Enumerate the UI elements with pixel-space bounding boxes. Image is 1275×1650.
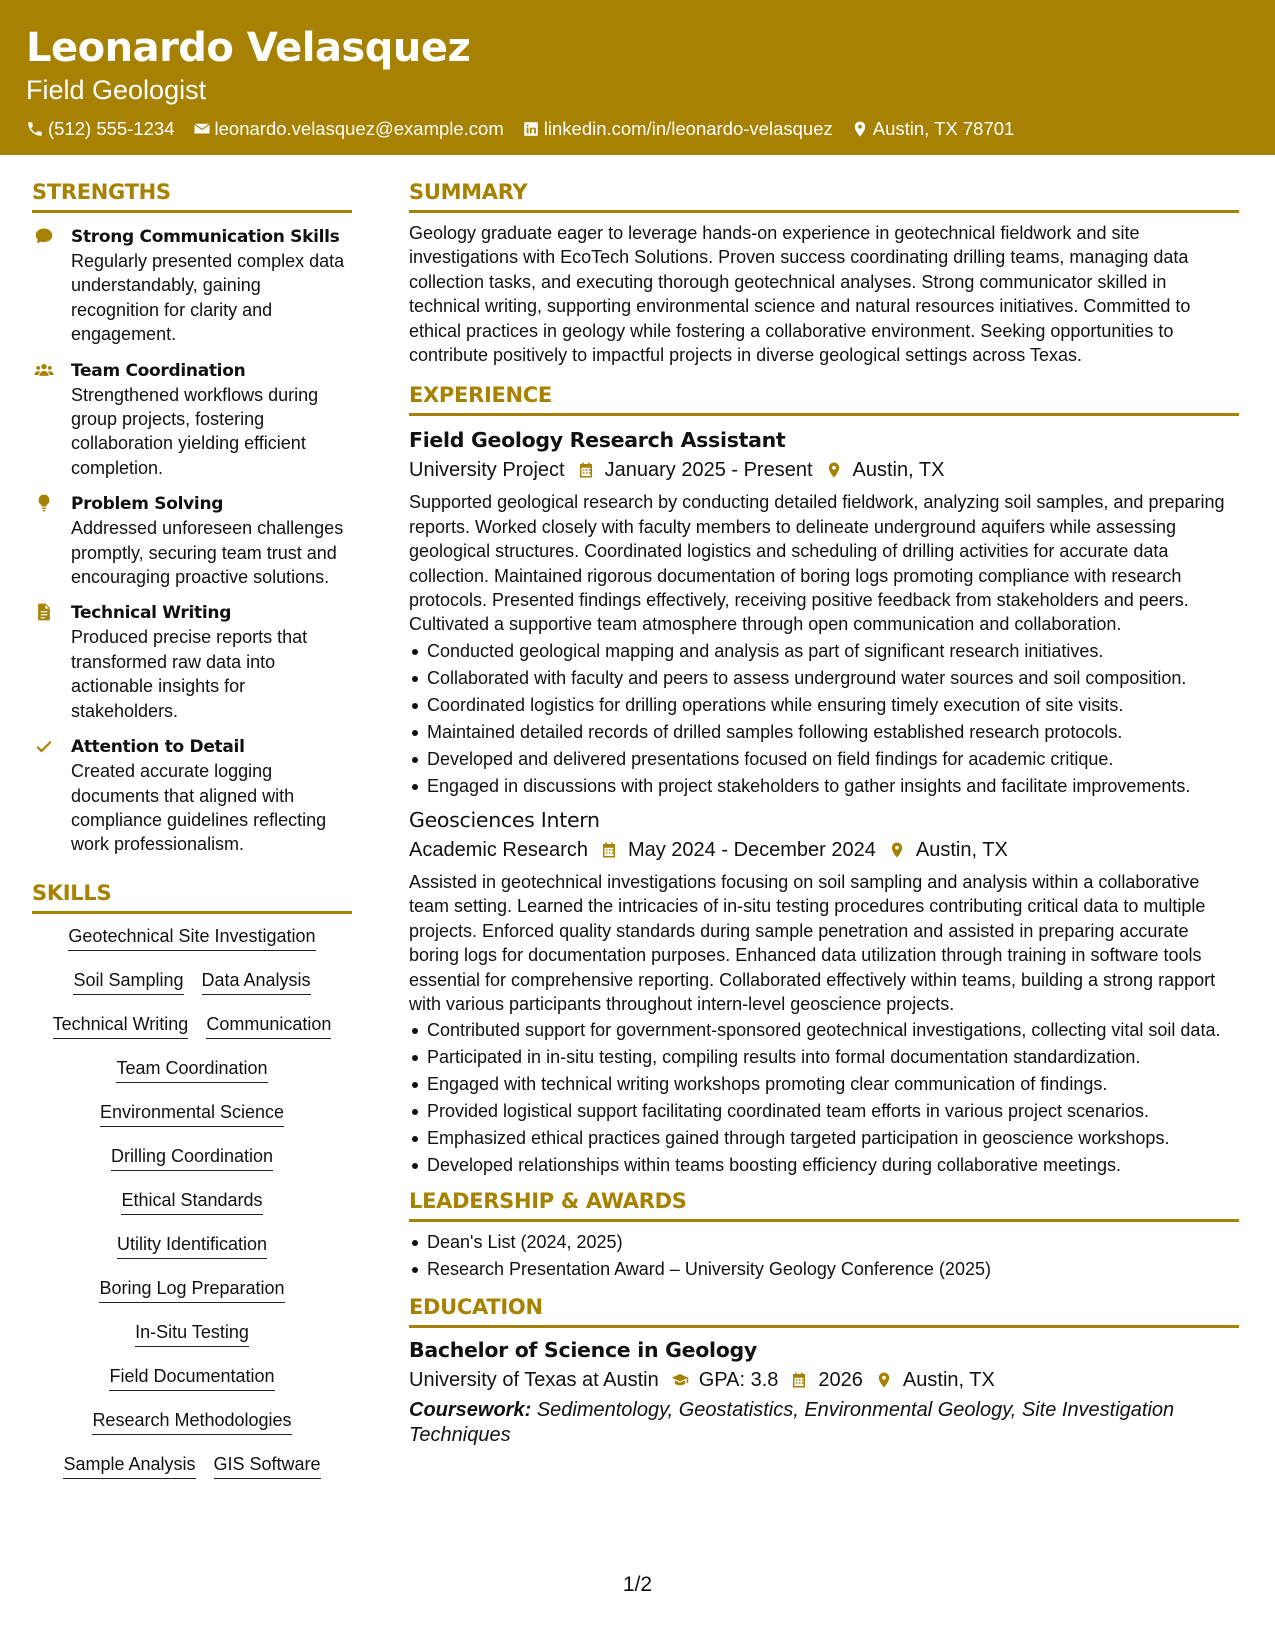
- strength-desc: Regularly presented complex data understandably, gaining recognition for clarity and engagement.: [71, 251, 345, 345]
- education-year: [790, 1366, 863, 1394]
- bullet-item: Collaborated with faculty and peers to assess underground water sources and soil composition.: [409, 666, 1239, 690]
- skill-tag: Sample Analysis: [63, 1452, 195, 1479]
- gpa-text: GPA: 3.8: [698, 1369, 779, 1392]
- bullet-item: Engaged with technical writing workshops promoting clear communication of findings.: [409, 1072, 1239, 1096]
- map-pin-icon: [851, 120, 869, 138]
- job-location-text: Austin, TX: [915, 838, 1008, 861]
- contact-email[interactable]: [193, 117, 504, 141]
- job-title: Geosciences Intern: [409, 807, 600, 832]
- strength-desc: Created accurate logging documents that aligned with compliance guidelines reflecting work professionalism.: [71, 761, 327, 855]
- job-meta: [409, 456, 1239, 484]
- skill-tag: Ethical Standards: [121, 1188, 262, 1215]
- document-icon: [34, 602, 54, 622]
- graduation-cap-icon: [671, 1371, 689, 1389]
- skill-tag: Field Documentation: [109, 1364, 274, 1391]
- skill-tag: Soil Sampling: [73, 968, 183, 995]
- strength-title: Problem Solving: [71, 494, 224, 515]
- leadership-list: [409, 1230, 1239, 1281]
- award-item: Dean's List (2024, 2025): [409, 1230, 1239, 1254]
- strength-desc: Strengthened workflows during group projects, fostering collaboration yielding efficient completion.: [71, 384, 319, 478]
- degree-title: Bachelor of Science in Geology: [409, 1338, 757, 1363]
- contact-linkedin-text: linkedin.com/in/leonardo-velasquez: [543, 118, 833, 139]
- contact-location-text: Austin, TX 78701: [872, 118, 1015, 139]
- speech-bubble-icon: [34, 226, 54, 246]
- summary-title: SUMMARY: [409, 178, 1239, 213]
- bullet-item: Maintained detailed records of drilled samples following established research protocols.: [409, 720, 1239, 744]
- strength-title: Team Coordination: [71, 360, 246, 381]
- contact-phone-text: (512) 555-1234: [48, 118, 175, 139]
- skill-tag: Technical Writing: [53, 1012, 189, 1039]
- contact-location: [851, 117, 1015, 141]
- skill-tag: In-Situ Testing: [135, 1320, 249, 1347]
- calendar-icon: [790, 1371, 808, 1389]
- leadership-title: LEADERSHIP & AWARDS: [409, 1187, 1239, 1222]
- right-column: [409, 178, 1239, 1448]
- bullet-item: Provided logistical support facilitating coordinated team efforts in various project scenarios.: [409, 1099, 1239, 1123]
- skill-tag: Communication: [206, 1012, 331, 1039]
- bullet-item: Emphasized ethical practices gained through targeted participation in geoscience workshops.: [409, 1126, 1239, 1150]
- skills-title: SKILLS: [32, 879, 352, 914]
- strength-item: [32, 601, 352, 723]
- skill-tag: Team Coordination: [116, 1056, 267, 1083]
- job-org: Academic Research: [409, 838, 588, 861]
- strength-title: Attention to Detail: [71, 737, 245, 758]
- job-entry: [409, 806, 1239, 1177]
- education-gpa: [671, 1366, 779, 1394]
- contact-phone[interactable]: [26, 117, 175, 141]
- school-name: University of Texas at Austin: [409, 1369, 659, 1392]
- award-item: Research Presentation Award – University Geology Conference (2025): [409, 1257, 1239, 1281]
- calendar-icon: [577, 461, 595, 479]
- education-location-text: Austin, TX: [902, 1369, 995, 1392]
- job-entry: [409, 426, 1239, 797]
- left-column: [32, 178, 352, 1496]
- calendar-icon: [600, 841, 618, 859]
- job-location-text: Austin, TX: [852, 459, 945, 482]
- bullet-item: Developed relationships within teams boosting efficiency during collaborative meetings.: [409, 1153, 1239, 1177]
- phone-icon: [26, 120, 44, 138]
- lightbulb-icon: [34, 493, 54, 513]
- job-bullets: [409, 639, 1239, 798]
- map-pin-icon: [875, 1371, 893, 1389]
- envelope-icon: [193, 120, 211, 138]
- skill-tag: Data Analysis: [202, 968, 311, 995]
- page-number: 1/2: [622, 1573, 653, 1596]
- coursework-label: Coursework:: [409, 1399, 532, 1422]
- contact-bar: [26, 117, 1275, 141]
- skills-list: [32, 924, 352, 1496]
- skill-tag: Geotechnical Site Investigation: [68, 924, 315, 951]
- summary-text: Geology graduate eager to leverage hands-on experience in geotechnical fieldwork and site investigations with EcoTech Solutions. Proven success coordinating drilling teams, managing data collection tasks, and executing thorough geotechnical analyses. Strong communicator skilled in technical writing, supporting environmental science and natural resources initiatives. Committed to ethical practices in geology while fostering a collaborative environment. Seeking opportunities to contribute positively to impactful projects in diverse geological settings across Texas.: [409, 223, 1191, 366]
- job-meta: [409, 836, 1239, 864]
- skill-tag: Utility Identification: [117, 1232, 267, 1259]
- skill-tag: GIS Software: [214, 1452, 321, 1479]
- bullet-item: Contributed support for government-sponsored geotechnical investigations, collecting vital soil data.: [409, 1018, 1239, 1042]
- job-location: [888, 836, 1008, 864]
- bullet-item: Engaged in discussions with project stakeholders to gather insights and facilitate improvements.: [409, 774, 1239, 798]
- strength-title: Strong Communication Skills: [71, 227, 340, 247]
- strength-item: [32, 735, 352, 857]
- experience-title: EXPERIENCE: [409, 381, 1239, 416]
- education-location: [875, 1366, 995, 1394]
- bullet-item: Conducted geological mapping and analysis as part of significant research initiatives.: [409, 639, 1239, 663]
- strength-item: [32, 225, 352, 347]
- strengths-title: STRENGTHS: [32, 178, 352, 213]
- strength-desc: Addressed unforeseen challenges promptly, securing team trust and encouraging proactive solutions.: [71, 518, 344, 588]
- skills-section: [32, 879, 352, 1496]
- coursework: [409, 1398, 1239, 1448]
- linkedin-icon: [522, 120, 540, 138]
- strength-item: [32, 492, 352, 589]
- checkmark-icon: [34, 736, 54, 756]
- candidate-role: Field Geologist: [26, 75, 207, 105]
- job-dates-text: January 2025 - Present: [604, 459, 813, 482]
- job-description: Assisted in geotechnical investigations focusing on soil sampling and analysis within a collaborative team setting. Learned the intricacies of in-situ testing procedures contributing critical data to multiple projects. Enforced quality standards during sample penetration and assisted in preparing accurate boring logs for documentation purposes. Enhanced data utilization through training in software tools essential for comprehensive reporting. Collaborated effectively within teams, building a strong rapport with various participants throughout intern-level geoscience projects.: [409, 871, 1216, 1014]
- job-dates: [600, 836, 876, 864]
- year-text: 2026: [818, 1369, 863, 1392]
- bullet-item: Participated in in-situ testing, compiling results into formal documentation standardization.: [409, 1045, 1239, 1069]
- job-description: Supported geological research by conducting detailed fieldwork, analyzing soil samples, and preparing reports. Worked closely with faculty members to delineate underground aquifers while assessing geological structures. Coordinated logistics and scheduling of drilling activities for accurate data collection. Maintained rigorous documentation of boring logs promoting compliance with research protocols. Presented findings effectively, receiving positive feedback from stakeholders and peers. Cultivated a supportive team atmosphere through open communication and collaboration.: [409, 492, 1225, 635]
- strength-title: Technical Writing: [71, 603, 232, 624]
- job-org: University Project: [409, 459, 565, 482]
- coursework-text: Sedimentology, Geostatistics, Environmental Geology, Site Investigation Techniques: [409, 1399, 1175, 1447]
- job-dates: [577, 456, 813, 484]
- job-dates-text: May 2024 - December 2024: [627, 838, 876, 861]
- job-bullets: [409, 1018, 1239, 1177]
- map-pin-icon: [825, 461, 843, 479]
- users-icon: [34, 360, 54, 380]
- skill-tag: Boring Log Preparation: [99, 1276, 284, 1303]
- education-meta: [409, 1366, 1239, 1394]
- map-pin-icon: [888, 841, 906, 859]
- job-title: Field Geology Research Assistant: [409, 428, 786, 453]
- strength-desc: Produced precise reports that transformed raw data into actionable insights for stakeholders.: [71, 627, 308, 721]
- skill-tag: Research Methodologies: [92, 1408, 291, 1435]
- skill-tag: Drilling Coordination: [111, 1144, 273, 1171]
- candidate-name: Leonardo Velasquez: [26, 25, 471, 71]
- strength-item: [32, 359, 352, 481]
- skill-tag: Environmental Science: [100, 1100, 284, 1127]
- education-title: EDUCATION: [409, 1293, 1239, 1328]
- bullet-item: Developed and delivered presentations focused on field findings for academic critique.: [409, 747, 1239, 771]
- job-location: [825, 456, 945, 484]
- contact-email-text: leonardo.velasquez@example.com: [214, 118, 504, 139]
- resume-header: [0, 0, 1275, 155]
- contact-linkedin[interactable]: [522, 117, 833, 141]
- bullet-item: Coordinated logistics for drilling operations while ensuring timely execution of site visits.: [409, 693, 1239, 717]
